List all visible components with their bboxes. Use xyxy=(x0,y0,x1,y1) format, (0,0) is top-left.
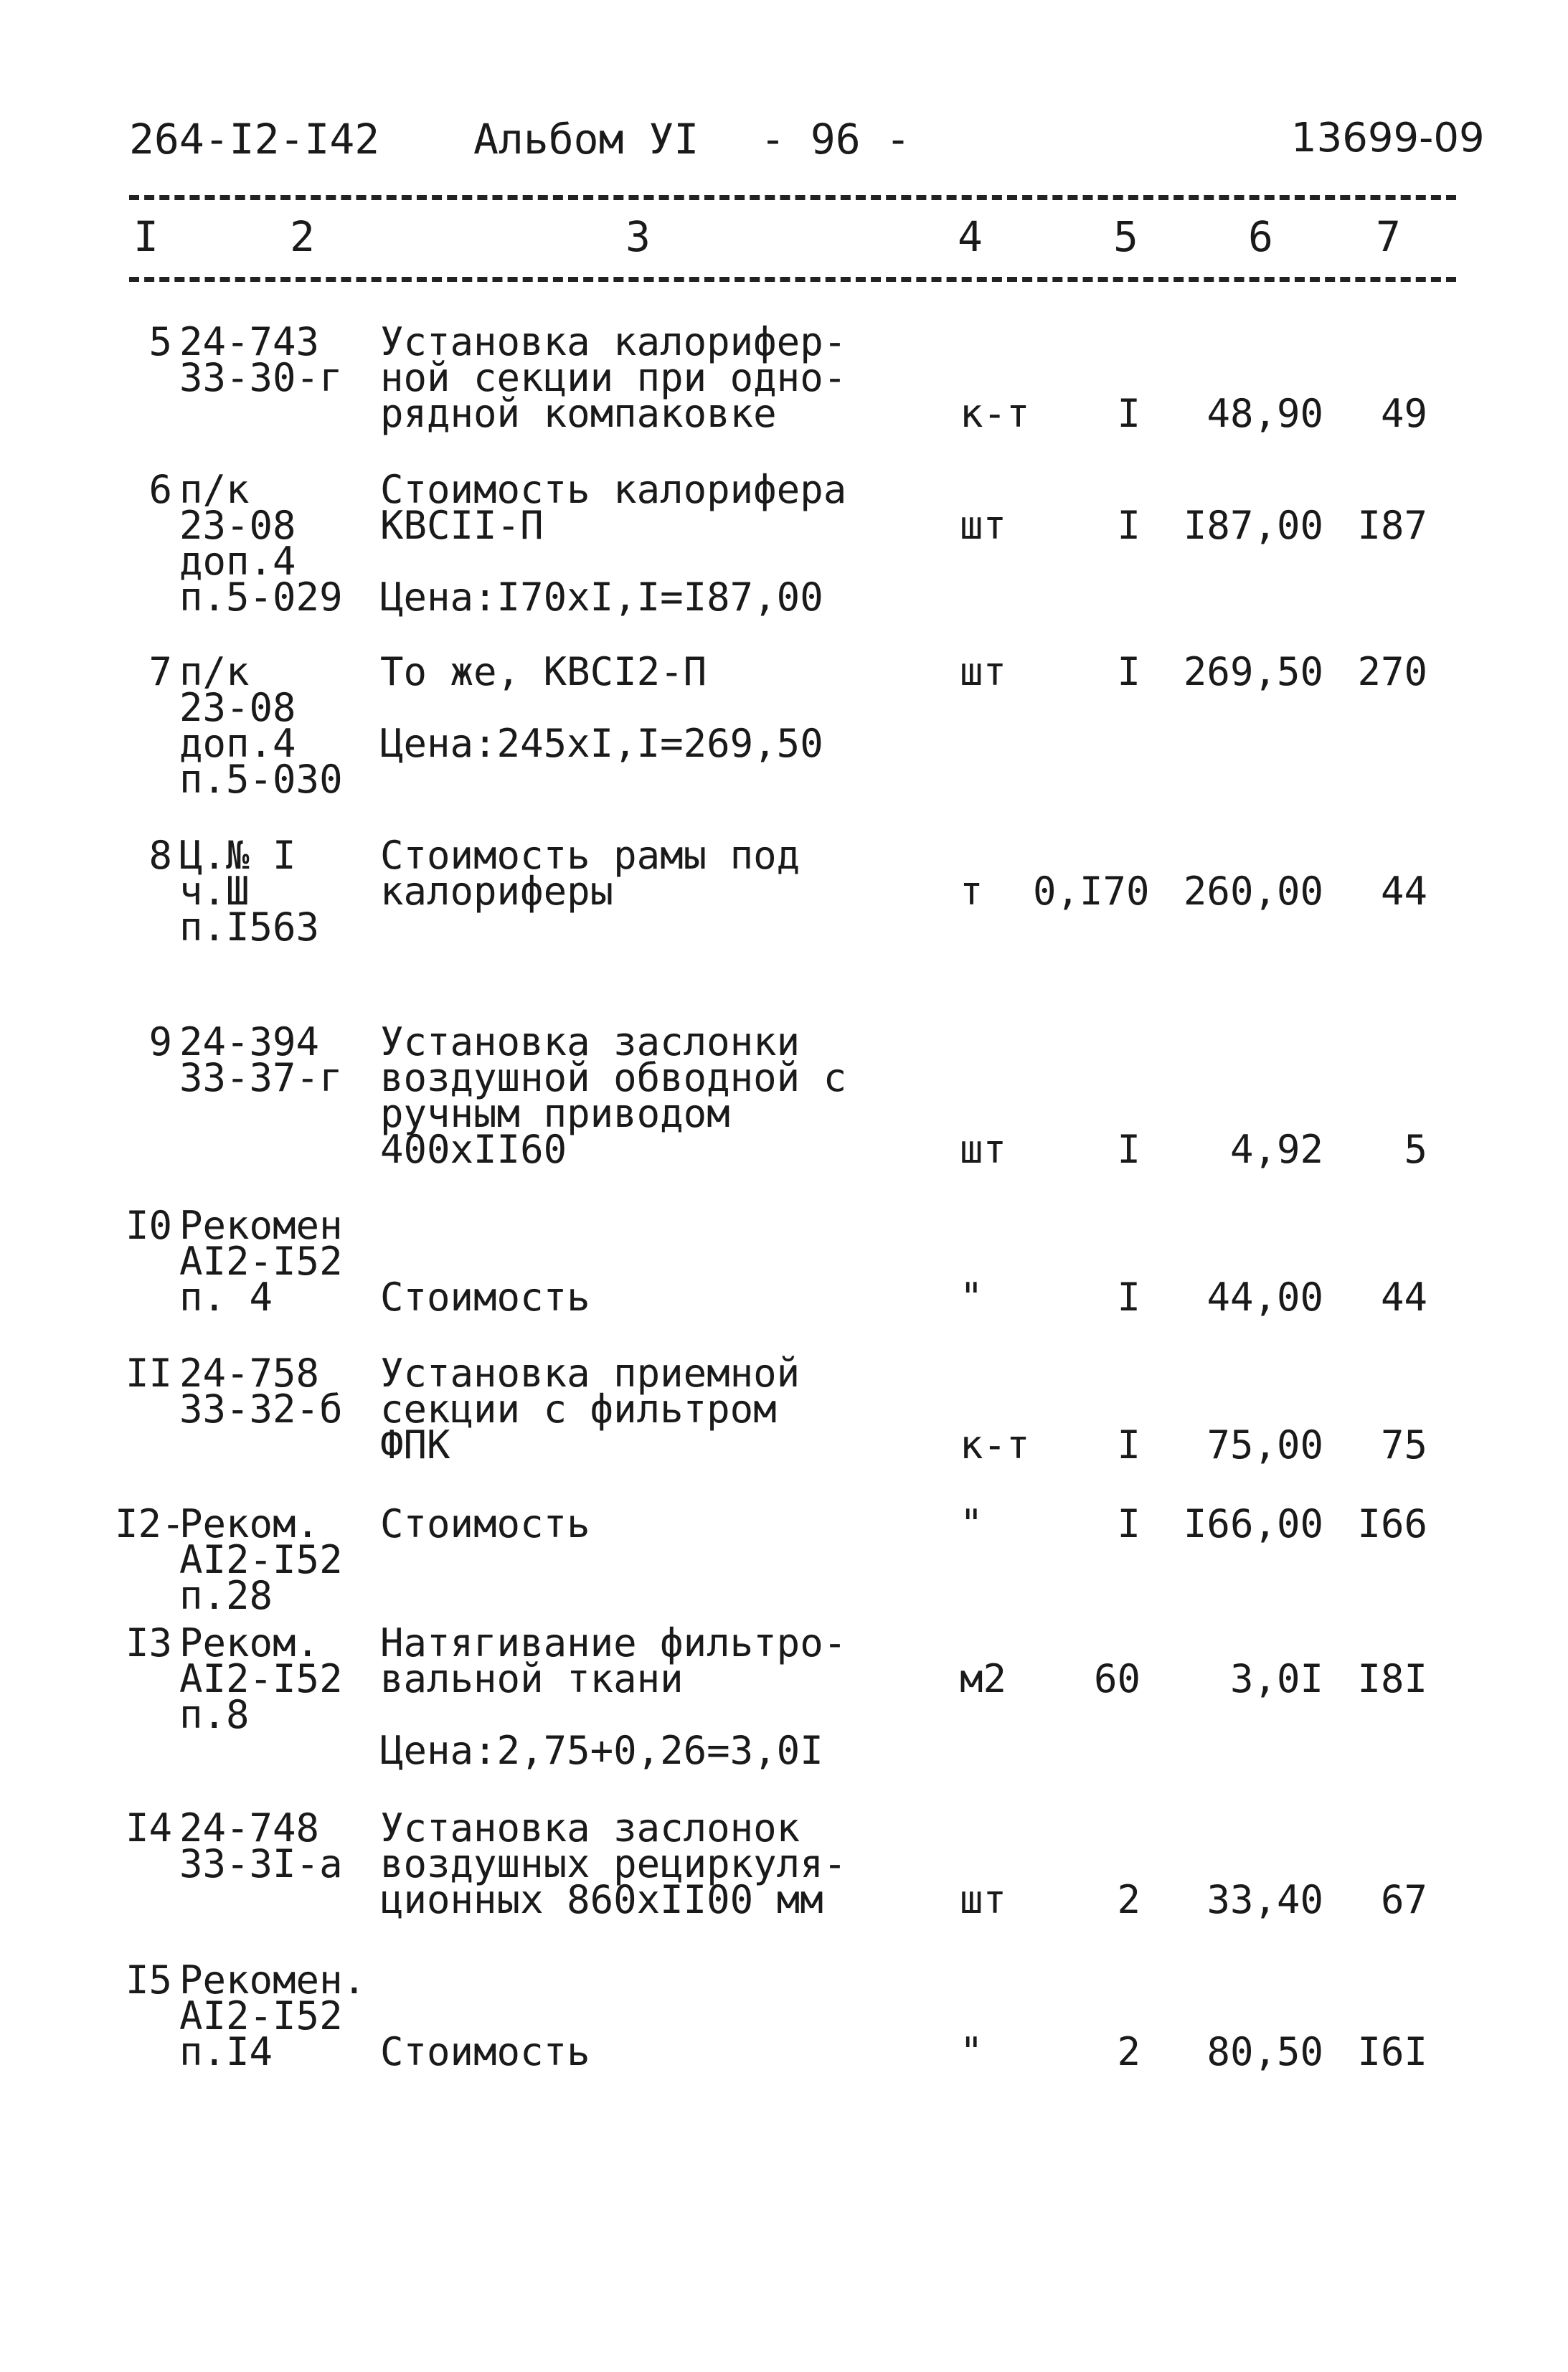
description-line: Установка заслонок xyxy=(380,1805,800,1851)
row-total: 270 xyxy=(1357,649,1427,694)
description-line: воздушной обводной с xyxy=(380,1055,847,1100)
description-line: ционных 860хII00 мм xyxy=(380,1877,823,1922)
reference-line: п.I563 xyxy=(179,904,320,950)
description-line: Установка приемной xyxy=(380,1351,800,1396)
row-reference xyxy=(179,1351,343,1432)
row-reference xyxy=(179,1957,367,2074)
row-total: I6I xyxy=(1357,2029,1427,2074)
row-number: 9 xyxy=(148,1019,172,1064)
description-line: калориферы xyxy=(380,869,614,914)
row-unit: шт xyxy=(960,503,1007,548)
row-description xyxy=(380,1351,800,1468)
album-label: Альбом УI xyxy=(473,115,699,164)
description-line: рядной компаковке xyxy=(380,391,777,436)
description-line: вальной ткани xyxy=(380,1656,684,1701)
row-total: I87 xyxy=(1357,503,1427,548)
row-unit-price: 44,00 xyxy=(1206,1275,1323,1320)
row-unit-price: 3,0I xyxy=(1229,1656,1323,1701)
doc-code: 264-I2-I42 xyxy=(129,115,380,164)
row-description xyxy=(380,467,847,620)
row-description xyxy=(380,1805,847,1922)
row-quantity: 2 xyxy=(1117,2029,1140,2074)
reference-line: АI2-I52 xyxy=(179,1239,343,1284)
column-number: 7 xyxy=(1376,212,1401,261)
reference-line: Ц.№ I xyxy=(179,833,296,878)
row-number: II xyxy=(125,1351,172,1396)
row-quantity: I xyxy=(1117,1501,1140,1546)
description-line: Стоимость xyxy=(380,1501,590,1546)
row-number: I2- xyxy=(115,1501,185,1546)
description-line: Стоимость xyxy=(380,2029,590,2074)
row-number: I3 xyxy=(125,1620,172,1665)
reference-line: 33-37-г xyxy=(179,1055,343,1100)
reference-line: 23-08 xyxy=(179,503,296,548)
row-quantity: I xyxy=(1117,1127,1140,1172)
row-description xyxy=(380,833,800,914)
description-line: Натягивание фильтро- xyxy=(380,1620,847,1665)
row-quantity: I xyxy=(1117,1422,1140,1468)
reference-line: АI2-I52 xyxy=(179,1537,343,1582)
row-unit-price: 75,00 xyxy=(1206,1422,1323,1468)
reference-line: п/к xyxy=(179,467,250,512)
row-unit-price: 48,90 xyxy=(1206,391,1323,436)
divider-top xyxy=(129,195,1456,200)
row-description xyxy=(380,1019,847,1172)
column-header xyxy=(0,212,1568,270)
reference-line: 24-748 xyxy=(179,1805,320,1851)
row-reference xyxy=(179,1620,343,1737)
row-number: I5 xyxy=(125,1957,172,2003)
reference-line: доп.4 xyxy=(179,539,296,584)
row-unit: т xyxy=(960,869,983,914)
reference-line: ч.Ш xyxy=(179,869,250,914)
reference-line: 24-743 xyxy=(179,319,320,364)
description-line: Стоимость xyxy=(380,1275,590,1320)
description-line: ной секции при одно- xyxy=(380,355,847,400)
row-description xyxy=(380,1962,590,2074)
row-quantity: I xyxy=(1117,1275,1140,1320)
row-unit: шт xyxy=(960,649,1007,694)
row-unit: к-т xyxy=(960,391,1030,436)
description-line: Стоимость рамы под xyxy=(380,833,800,878)
row-total: 67 xyxy=(1380,1877,1427,1922)
column-number: 4 xyxy=(958,212,983,261)
reference-line: п.5-030 xyxy=(179,757,343,802)
row-quantity: I xyxy=(1117,503,1140,548)
description-line xyxy=(380,1208,590,1244)
row-unit-price: 4,92 xyxy=(1229,1127,1323,1172)
column-number: 5 xyxy=(1113,212,1138,261)
description-line: ФПК xyxy=(380,1422,450,1468)
row-quantity: 60 xyxy=(1093,1656,1140,1701)
row-unit: м2 xyxy=(960,1656,1007,1701)
description-line: Установка заслонки xyxy=(380,1019,800,1064)
reference-line: 33-30-г xyxy=(179,355,343,400)
row-unit: " xyxy=(960,1501,983,1546)
description-line: секции с фильтром xyxy=(380,1386,777,1432)
row-unit-price: 260,00 xyxy=(1183,869,1323,914)
description-line: Цена:245хI,I=269,50 xyxy=(380,721,823,766)
reference-line: 24-394 xyxy=(179,1019,320,1064)
row-reference xyxy=(179,833,320,950)
row-number: 5 xyxy=(148,319,172,364)
reference-line: п/к xyxy=(179,649,250,694)
reference-line: Реком. xyxy=(179,1620,320,1665)
row-number: 8 xyxy=(148,833,172,878)
description-line: 400хII60 xyxy=(380,1127,567,1172)
description-line: Цена:2,75+0,26=3,0I xyxy=(380,1728,823,1773)
description-line: То же, КВСI2-П xyxy=(380,649,707,694)
row-total: 75 xyxy=(1380,1422,1427,1468)
row-unit-price: I87,00 xyxy=(1183,503,1323,548)
archive-stamp: 13699-09 xyxy=(1291,115,1485,161)
row-reference xyxy=(179,649,343,802)
page-header xyxy=(0,115,1568,172)
reference-line: 23-08 xyxy=(179,685,296,730)
reference-line: п. 4 xyxy=(179,1275,273,1320)
row-number: I4 xyxy=(125,1805,172,1851)
row-reference xyxy=(179,1019,343,1100)
reference-line: АI2-I52 xyxy=(179,1656,343,1701)
reference-line: Реком. xyxy=(179,1501,320,1546)
reference-line: п.8 xyxy=(179,1692,250,1737)
row-reference xyxy=(179,1805,343,1886)
description-line: ручным приводом xyxy=(380,1091,730,1136)
row-unit: " xyxy=(960,2029,983,2074)
row-unit-price: I66,00 xyxy=(1183,1501,1323,1546)
column-number: 3 xyxy=(625,212,651,261)
divider-bottom xyxy=(129,277,1456,282)
row-description xyxy=(380,1501,590,1546)
row-unit: шт xyxy=(960,1877,1007,1922)
description-line: КВСII-П xyxy=(380,503,544,548)
row-number: I0 xyxy=(125,1203,172,1248)
reference-line: п.28 xyxy=(179,1573,273,1618)
row-number: 7 xyxy=(148,649,172,694)
row-total: 44 xyxy=(1380,869,1427,914)
row-unit: шт xyxy=(960,1127,1007,1172)
row-total: 49 xyxy=(1380,391,1427,436)
row-quantity: I xyxy=(1117,649,1140,694)
row-total: 5 xyxy=(1404,1127,1427,1172)
reference-line: доп.4 xyxy=(179,721,296,766)
row-total: I8I xyxy=(1357,1656,1427,1701)
row-quantity: 0,I70 xyxy=(1033,869,1150,914)
row-unit-price: 33,40 xyxy=(1206,1877,1323,1922)
row-description xyxy=(380,649,823,766)
description-line: Установка калорифер- xyxy=(380,319,847,364)
reference-line: 33-3I-а xyxy=(179,1841,343,1886)
reference-line: Рекомен xyxy=(179,1203,343,1248)
description-line xyxy=(380,1962,590,1998)
row-total: 44 xyxy=(1380,1275,1427,1320)
row-unit-price: 269,50 xyxy=(1183,649,1323,694)
column-number: 2 xyxy=(290,212,315,261)
row-quantity: 2 xyxy=(1117,1877,1140,1922)
row-unit: к-т xyxy=(960,1422,1030,1468)
row-reference xyxy=(179,467,343,620)
reference-line: п.I4 xyxy=(179,2029,273,2074)
row-unit: " xyxy=(960,1275,983,1320)
reference-line: АI2-I52 xyxy=(179,1993,343,2038)
column-number: 6 xyxy=(1248,212,1273,261)
row-unit-price: 80,50 xyxy=(1206,2029,1323,2074)
row-description xyxy=(380,1208,590,1320)
reference-line: 24-758 xyxy=(179,1351,320,1396)
row-description xyxy=(380,1620,847,1773)
description-line: воздушных рециркуля- xyxy=(380,1841,847,1886)
page-number: - 96 - xyxy=(760,115,911,164)
reference-line: Рекомен. xyxy=(179,1957,367,2003)
reference-line: п.5-029 xyxy=(179,575,343,620)
row-reference xyxy=(179,319,343,400)
row-number: 6 xyxy=(148,467,172,512)
description-line: Стоимость калорифера xyxy=(380,467,847,512)
column-number: I xyxy=(133,212,159,261)
row-quantity: I xyxy=(1117,391,1140,436)
row-total: I66 xyxy=(1357,1501,1427,1546)
row-reference xyxy=(179,1501,343,1618)
row-description xyxy=(380,319,847,436)
description-line: Цена:I70хI,I=I87,00 xyxy=(380,575,823,620)
reference-line: 33-32-б xyxy=(179,1386,343,1432)
row-reference xyxy=(179,1203,343,1320)
